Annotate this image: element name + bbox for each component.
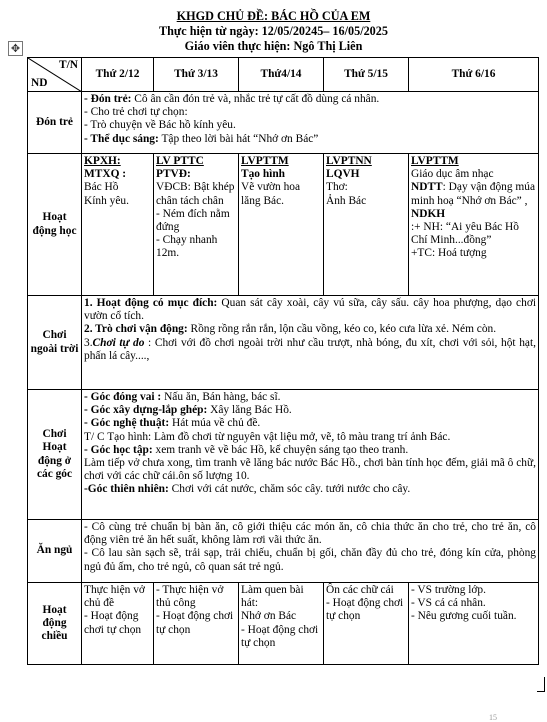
hdc-mon-1: Thực hiện vở chủ đề <box>84 584 145 610</box>
hdc-thu-2: - Hoạt động chơi tự chọn <box>326 597 404 623</box>
page-number: 15 <box>489 713 497 722</box>
cnt-p3-text: : Chơi với đồ chơi ngoài trời như cầu trượt, nhà bóng, đu xít, chơi với sỏi, hột hạt, phấn lá cây...., <box>84 336 536 362</box>
hdh-wed-text1: Vẽ vườn hoa lăng Bác. <box>241 181 301 207</box>
hdc-tue-2: - Hoạt động chơi tự chọn <box>156 610 234 636</box>
hdc-thu-1: Ôn các chữ cái <box>326 584 394 596</box>
choi-goc-content <box>82 390 539 520</box>
hdh-fri-text2: : Dạy vận động múa minh hoạ “Nhớ ơn Bác” , <box>411 181 536 207</box>
row-label-hoat-dong-hoc: Hoạt động học <box>28 154 82 296</box>
an-ngu-content <box>82 520 539 583</box>
hdh-fri <box>409 154 539 296</box>
teacher-name: Giáo viên thực hiện: Ngô Thị Liên <box>184 39 363 53</box>
goc-l5-text: xem tranh vẽ về bác Hồ, kể chuyện sáng tạo theo tranh. <box>152 443 409 456</box>
hdh-thu <box>324 154 409 296</box>
don-tre-text: Cô ân cần đón trẻ và, nhắc trẻ tự cất đồ dùng cá nhân. <box>131 93 380 105</box>
cnt-p1-text: Quan sát cây xoài, cây vú sữa, cây sấu. cây hoa phượng, dạo chơi vườn cổ tích. <box>84 297 537 323</box>
hdc-wed-3: - Hoạt động chơi tự chọn <box>241 623 319 649</box>
hdc-fri <box>409 583 539 665</box>
row-label-choi-ngoai-troi: Chơi ngoài trời <box>28 296 82 390</box>
hdh-thu-text1: Thơ: <box>326 181 348 194</box>
goc-l3-text: Hát múa về chủ đề. <box>169 417 261 430</box>
hdh-wed-sub: Tạo hình <box>241 168 286 181</box>
row-don-tre <box>28 92 539 154</box>
cnt-p1-bold: 1. Hoạt động có mục đích: <box>84 297 218 309</box>
goc-l3-bold: - Góc nghệ thuật: <box>84 417 170 430</box>
hdc-wed-1: Làm quen bài hát: <box>241 584 304 610</box>
header-row <box>28 58 539 92</box>
margin-mark <box>537 677 545 692</box>
day-header-mon: Thứ 2/12 <box>82 58 154 92</box>
hdh-thu-head: LVPTNN <box>326 155 372 167</box>
hdc-tue-1: - Thực hiện vở thủ công <box>156 584 224 610</box>
hdc-mon-2: - Hoạt động chơi tự chọn <box>84 610 142 636</box>
choi-ngoai-troi-content <box>82 296 539 390</box>
hdc-thu <box>324 583 409 665</box>
hdh-tue <box>154 154 239 296</box>
hdh-fri-ndtt: NDTT <box>411 181 443 194</box>
hdh-tue-head: LV PTTC <box>156 155 204 167</box>
goc-l5-bold: - Góc học tập: <box>84 443 153 456</box>
hdc-fri-3: - Nêu gương cuối tuần. <box>411 610 517 623</box>
hdh-mon-sub: MTXQ : <box>84 168 127 181</box>
don-tre-bold: - Đón trẻ: <box>84 93 132 105</box>
row-choi-hoat-dong-goc <box>28 390 539 520</box>
row-label-an-ngu: Ăn ngủ <box>28 520 82 583</box>
hdh-mon <box>82 154 154 296</box>
hdh-mon-head: KPXH: <box>84 155 121 167</box>
hdh-tue-text2: - Ném đích nằm đứng <box>156 207 230 234</box>
hdh-fri-ndkh: NDKH <box>411 207 446 220</box>
goc-l2-bold: - Góc xây dựng-lắp ghép: <box>84 404 208 417</box>
morning-exercise-text: Tập theo lời bài hát “Nhớ ơn Bác” <box>158 132 319 145</box>
goc-l6: Làm tiếp vở chưa xong, tìm tranh vẽ lăng bác nước Bác Hồ., chơi bàn tính học đếm, giải mã ô chữ, chơi với các chữ cái.ôn số lượng 10. <box>84 457 536 483</box>
goc-l4: T/ C Tạo hình: Làm đồ chơi từ nguyên vật liệu mở, vẽ, tô màu trang trí ảnh Bác. <box>84 430 451 443</box>
row-hoat-dong-hoc <box>28 154 539 296</box>
hdh-mon-text2: Kính yêu. <box>84 194 129 207</box>
hdh-tue-text3: - Chạy nhanh 12m. <box>156 234 218 260</box>
cnt-p3-bold: Chơi tự do <box>92 336 145 349</box>
hdh-fri-text1: Giáo dục âm nhạc <box>411 168 494 181</box>
corner-cell <box>28 58 82 92</box>
hdh-fri-text5: +TC: Hoá tượng <box>411 247 487 260</box>
corner-top-label: T/N <box>59 59 78 71</box>
cnt-p2-text: Rồng rồng rắn rắn, lộn cầu vồng, kéo co, kéo cưa lừa xẻ. Ném còn. <box>187 323 497 336</box>
goc-l7-text: Chơi với cát nước, chăm sóc cây. tưới nước cho cây. <box>168 483 411 496</box>
hdh-wed-head: LVPTTM <box>241 155 289 167</box>
day-header-wed: Thứ4/14 <box>239 58 324 92</box>
row-choi-ngoai-troi <box>28 296 539 390</box>
date-range: Thực hiện từ ngày: 12/05/20245– 16/05/2025 <box>159 24 388 38</box>
hdh-tue-text1: VĐCB: Bật khép chân tách chân <box>156 181 235 207</box>
hdh-thu-text2: Ảnh Bác <box>326 194 367 207</box>
hdc-mon <box>82 583 154 665</box>
hdc-tue <box>154 583 239 665</box>
hdc-fri-1: - VS trường lớp. <box>411 584 486 596</box>
weekly-plan-table <box>27 57 539 665</box>
day-header-tue: Thứ 3/13 <box>154 58 239 92</box>
goc-l2-text: Xây lăng Bác Hồ. <box>207 404 292 417</box>
table-move-handle-icon[interactable]: ✥ <box>8 41 23 56</box>
don-tre-content <box>82 92 539 154</box>
row-an-ngu <box>28 520 539 583</box>
goc-l1-text: Nấu ăn, Bán hàng, bác sĩ. <box>161 391 281 403</box>
hdh-tue-sub: PTVĐ: <box>156 168 191 181</box>
morning-exercise-bold: - Thể dục sáng: <box>84 132 159 145</box>
an-ngu-l1: - Cô cùng trẻ chuẩn bị bàn ăn, cô giới thiệu các món ăn, cô chia thức ăn cho trẻ, cho trẻ ăn, cô động viên trẻ ăn hết suất, không làm rơi vãi thức ăn. <box>84 521 536 547</box>
row-label-don-tre: Đón trẻ <box>28 92 82 154</box>
cnt-p2-bold: 2. Trò chơi vận động: <box>84 323 188 336</box>
row-hoat-dong-chieu <box>28 583 539 665</box>
hdc-wed-2: Nhớ ơn Bác <box>241 610 297 623</box>
don-tre-chat: - Trò chuyện về Bác hồ kính yêu. <box>84 119 236 132</box>
page-title: KHGD CHỦ ĐỀ: BÁC HỒ CỦA EM <box>176 9 371 23</box>
corner-bottom-label: ND <box>31 76 48 89</box>
hdh-wed <box>239 154 324 296</box>
goc-l7-bold: -Góc thiên nhiên: <box>84 483 169 496</box>
row-label-choi-hoat-dong-goc: Chơi Hoạt động ở các góc <box>28 390 82 520</box>
hdc-fri-2: - VS cá cá nhân. <box>411 597 486 610</box>
hdh-mon-text1: Bác Hồ <box>84 181 119 194</box>
hdh-fri-text4: :+ NH: “Ai yêu Bác Hồ Chí Minh...đồng” <box>411 221 519 247</box>
an-ngu-l2: - Cô lau sàn sạch sẽ, trải sạp, trải chiếu, chuẩn bị gối, chăn đầy đủ cho trẻ, đóng kín cửa, phòng ngủ đủ ấm, cho trẻ ngủ, cô quan sát trẻ ngủ. <box>84 547 536 573</box>
row-label-hoat-dong-chieu: Hoạt động chiều <box>28 583 82 665</box>
hdh-fri-head: LVPTTM <box>411 155 459 167</box>
hdc-wed <box>239 583 324 665</box>
hdh-thu-sub: LQVH <box>326 168 360 181</box>
don-tre-free-play: - Cho trẻ chơi tự chọn: <box>84 106 188 119</box>
day-header-thu: Thứ 5/15 <box>324 58 409 92</box>
cnt-p3-number: 3. <box>84 336 93 349</box>
day-header-fri: Thứ 6/16 <box>409 58 539 92</box>
goc-l1-bold: - Góc đóng vai : <box>84 391 162 403</box>
